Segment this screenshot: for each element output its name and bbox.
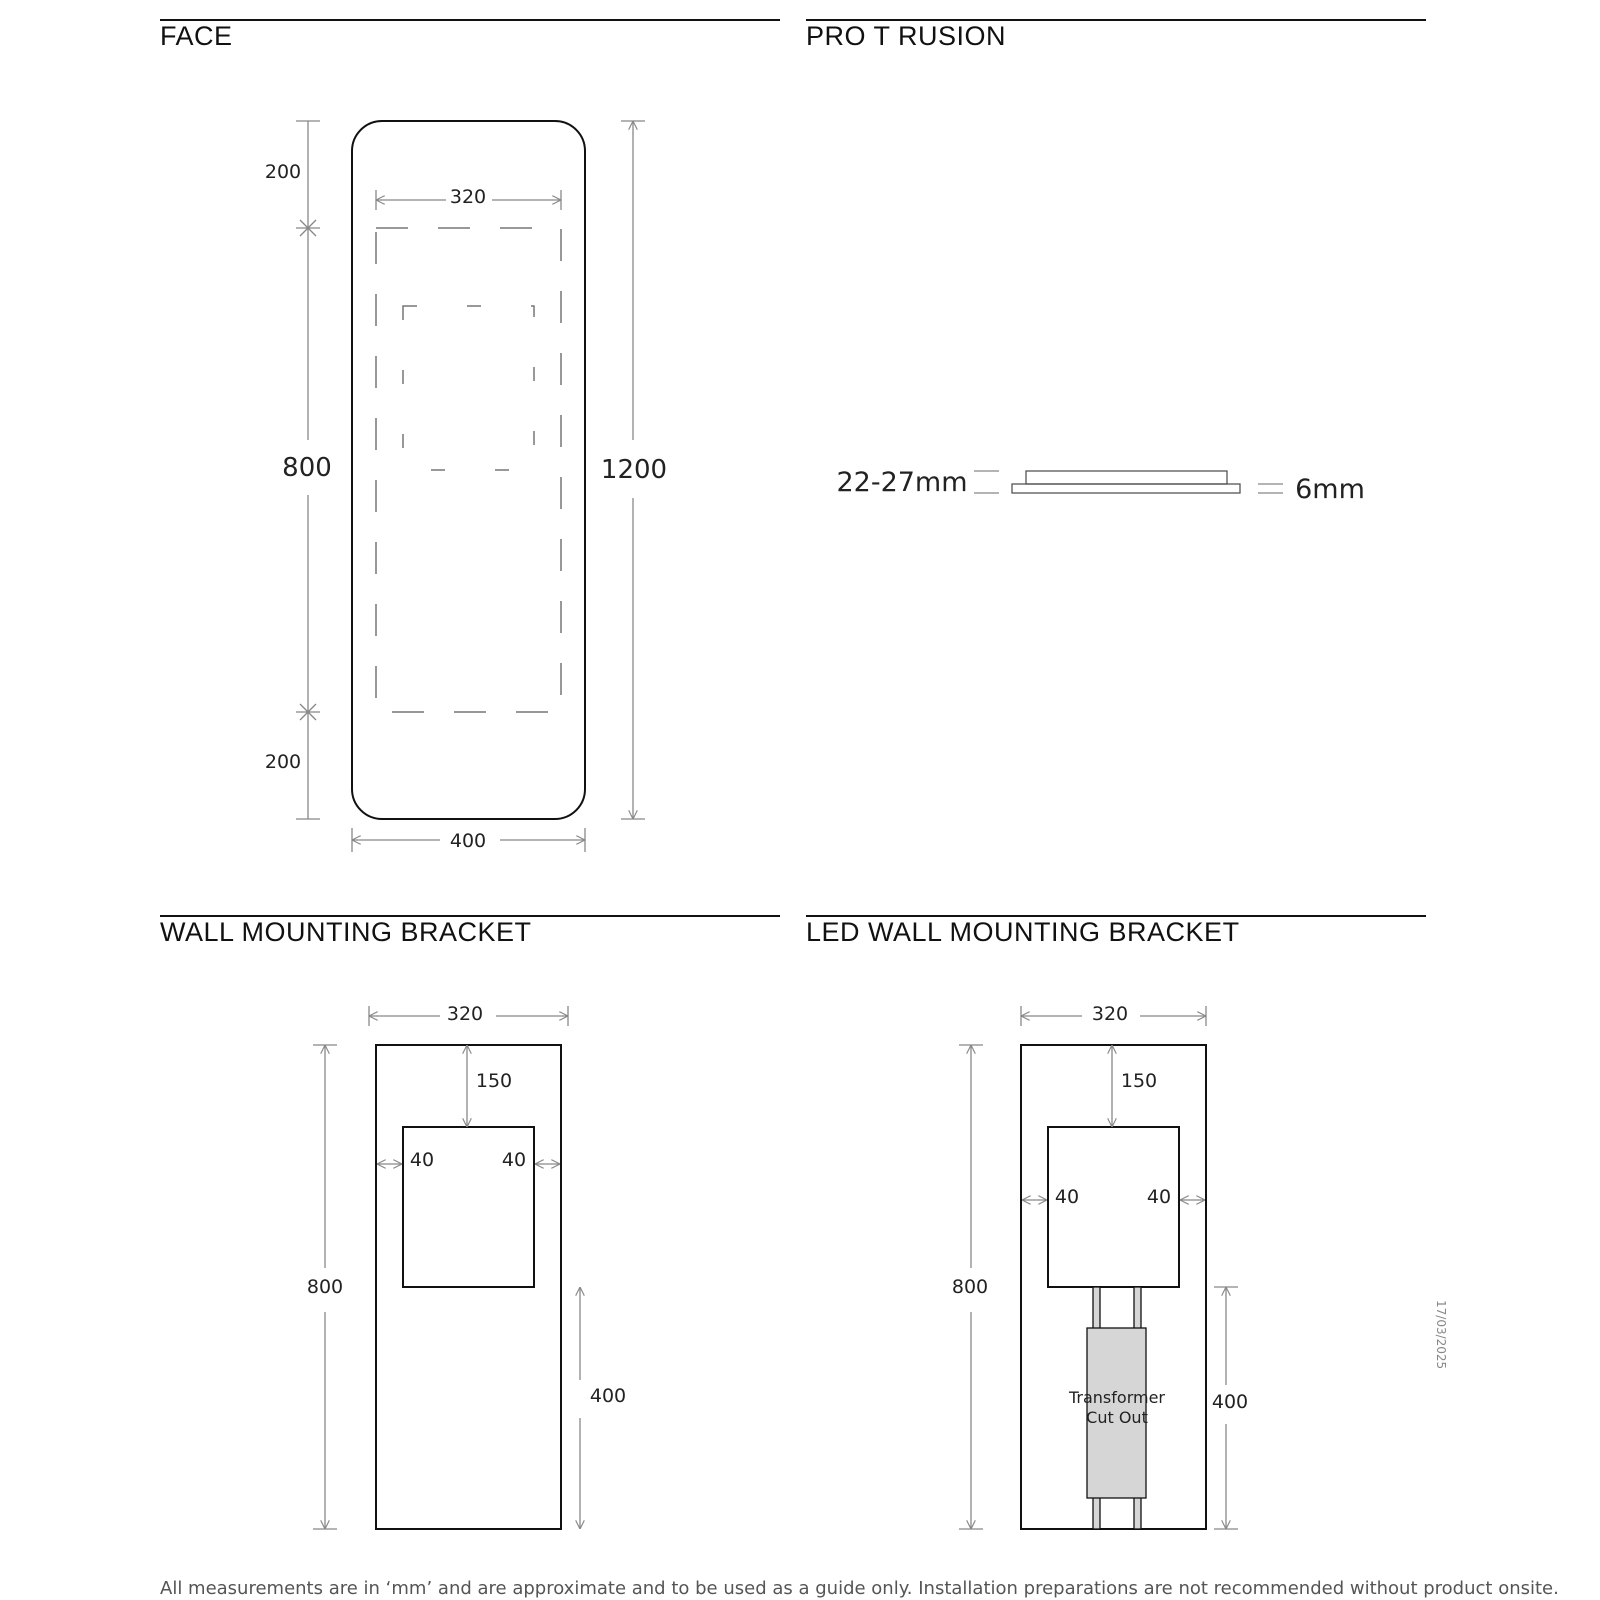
transformer-cutout-label-line2: Cut Out xyxy=(1086,1408,1148,1427)
wall-bracket-view xyxy=(307,1003,626,1529)
face-width-label: 400 xyxy=(449,830,487,852)
transformer-cutout-label-line1: Transformer xyxy=(1068,1388,1166,1407)
face-bottom-offset-label: 200 xyxy=(264,751,302,773)
wall-bracket-lower-height-label: 400 xyxy=(589,1385,627,1407)
inner-bracket-outline xyxy=(376,228,561,712)
protrusion-view xyxy=(836,467,1364,505)
led-bracket-right-gap-label: 40 xyxy=(1146,1186,1172,1208)
wall-bracket-right-gap-label: 40 xyxy=(501,1149,527,1171)
face-view xyxy=(265,121,667,852)
led-bracket-lower-height-label: 400 xyxy=(1211,1391,1249,1413)
footer-note: All measurements are in ‘mm’ and are approximate and to be used as a guide only. Installation preparations are not recommended without product onsite. xyxy=(160,1578,1559,1599)
led-bracket-view xyxy=(952,1003,1248,1529)
led-bracket-title: LED WALL MOUNTING BRACKET xyxy=(806,917,1240,947)
wall-bracket-title: WALL MOUNTING BRACKET xyxy=(160,917,532,947)
bracket-plate-outline xyxy=(403,306,534,470)
wall-bracket-top-gap-label: 150 xyxy=(475,1070,513,1092)
mirror-profile xyxy=(1026,471,1227,484)
glass-profile xyxy=(1012,484,1240,493)
wall-bracket-left-gap-label: 40 xyxy=(409,1149,435,1171)
face-inner-height-label: 800 xyxy=(282,453,332,483)
protrusion-thickness-label: 6mm xyxy=(1295,474,1365,505)
face-height-label: 1200 xyxy=(600,455,668,485)
led-bracket-width-label: 320 xyxy=(1091,1003,1129,1025)
face-inner-width-label: 320 xyxy=(449,186,487,208)
wall-bracket-width-label: 320 xyxy=(446,1003,484,1025)
date-stamp: 17/03/2025 xyxy=(1434,1300,1448,1370)
led-bracket-left-gap-label: 40 xyxy=(1054,1186,1080,1208)
protrusion-title: PRO T RUSION xyxy=(806,21,1007,51)
protrusion-depth-label: 22-27mm xyxy=(836,467,968,498)
face-top-offset-label: 200 xyxy=(264,161,302,183)
face-title: FACE xyxy=(160,21,233,51)
wall-bracket-height-label: 800 xyxy=(306,1276,344,1298)
mirror-outline xyxy=(352,121,585,819)
led-bracket-top-gap-label: 150 xyxy=(1120,1070,1158,1092)
led-bracket-height-label: 800 xyxy=(951,1276,989,1298)
